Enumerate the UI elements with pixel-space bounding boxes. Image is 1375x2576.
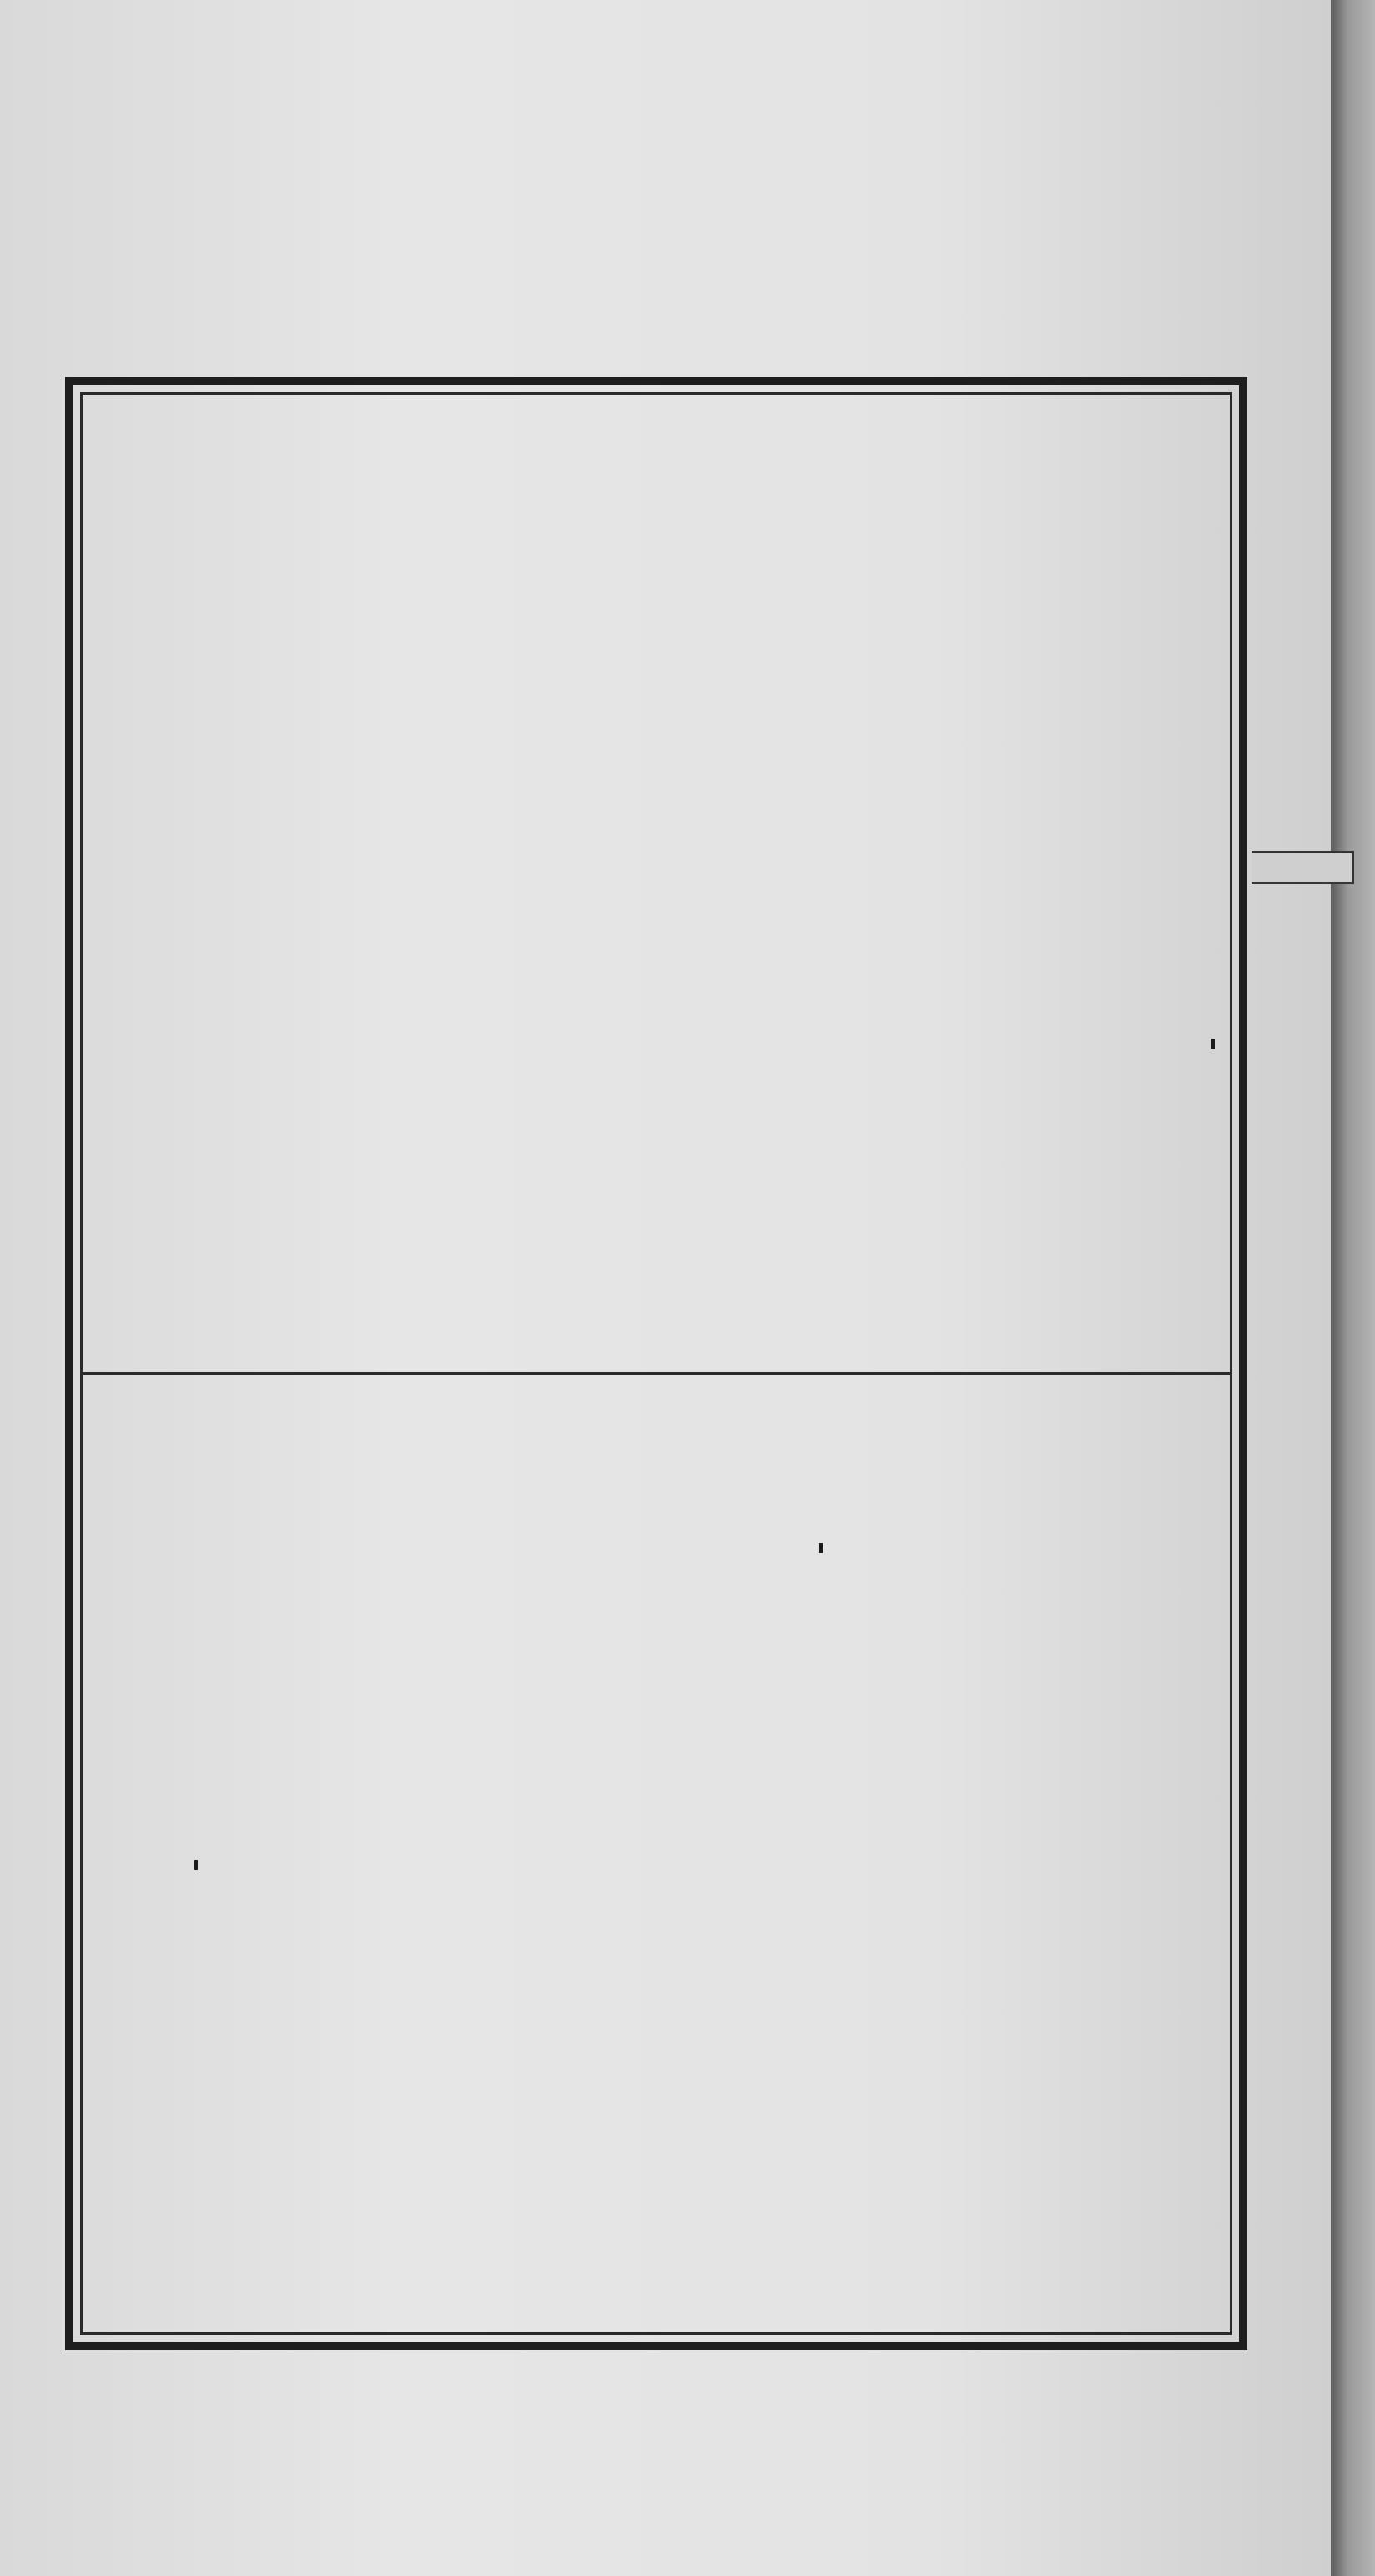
stamp-label [194,1860,198,1870]
stamp-label [1211,1039,1215,1049]
column-heading-stamp [788,1543,854,1553]
stamp-label [819,1543,823,1553]
page-tab-marker [1252,851,1354,884]
column-heading-stamp [164,1860,229,1870]
section-divider [80,1372,1232,1375]
inner-border [80,392,1232,2335]
column-heading-stamp [1181,1039,1246,1049]
book-edge [1331,0,1375,2576]
